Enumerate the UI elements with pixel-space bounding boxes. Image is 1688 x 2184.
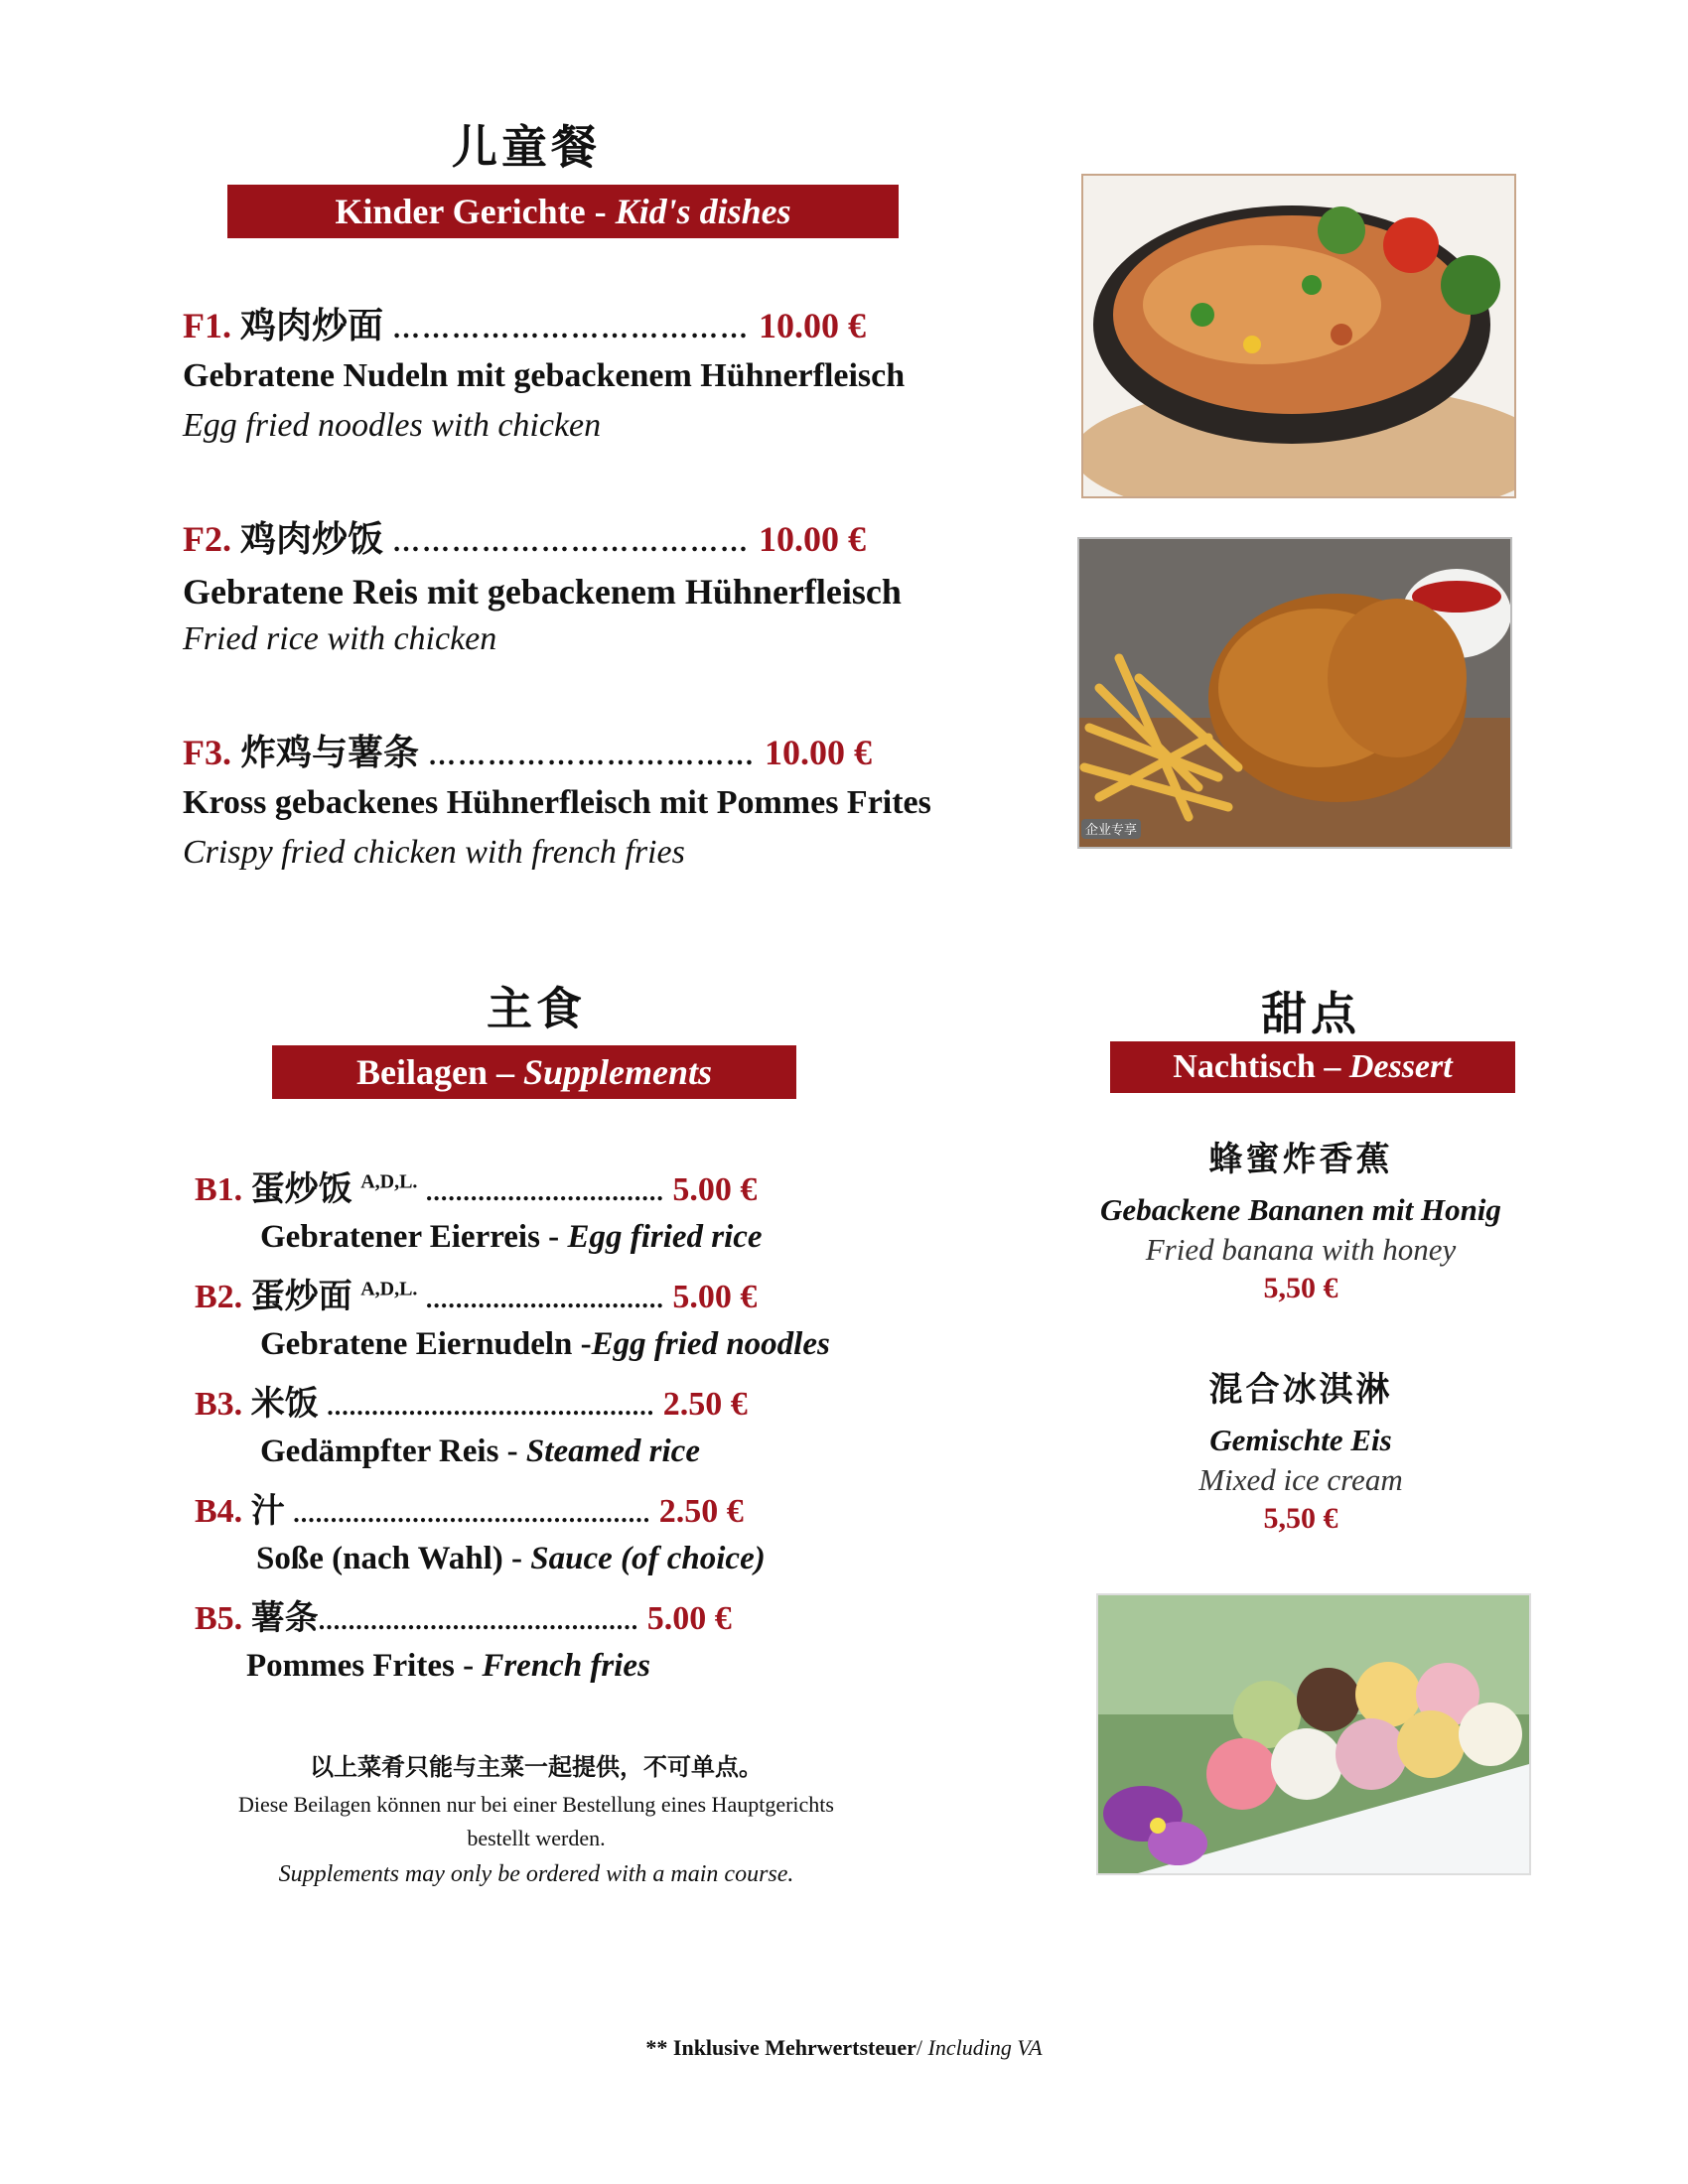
footer-en: Including VA (927, 2035, 1043, 2060)
photo-watermark: 企业专享 (1085, 823, 1138, 838)
item-price: 5.00 € (672, 1171, 758, 1208)
item-code: B5. (195, 1600, 243, 1637)
dessert-banner-en: Dessert (1348, 1048, 1453, 1085)
dessert-name-en: Fried banana with honey (1145, 1232, 1457, 1267)
supplement-item-b4 (195, 1483, 744, 1532)
item-code: F2. (183, 519, 231, 559)
supplements-heading-cn: 主食 (487, 982, 586, 1035)
kids-banner-de: Kinder Gerichte - (335, 192, 616, 231)
item-code: B3. (195, 1386, 243, 1423)
item-dots: ……………………………… (392, 314, 751, 344)
item-code: B4. (195, 1493, 243, 1530)
item-name-cn: 汁 (250, 1491, 285, 1531)
fried-rice-photo (1081, 174, 1516, 498)
kids-item-f2-de: Gebratene Reis mit gebackenem Hühnerfleisch (183, 572, 902, 612)
supplement-item-b3-desc (260, 1433, 700, 1470)
supplements-banner-en: Supplements (522, 1052, 713, 1092)
allergen-codes: A,D,L. (360, 1170, 418, 1193)
item-desc-en: Steamed rice (525, 1433, 700, 1469)
item-desc-de: Soße (nach Wahl) - (256, 1541, 531, 1576)
item-name-cn: 炸鸡与薯条 (240, 733, 420, 773)
kids-item-f2-en: Fried rice with chicken (183, 620, 497, 657)
allergen-codes: A,D,L. (360, 1278, 418, 1300)
note-de-line1: Diese Beilagen können nur bei einer Bestellung eines Hauptgerichts (238, 1792, 834, 1817)
item-desc-de: Gedämpfter Reis - (260, 1433, 526, 1469)
kids-banner (227, 185, 899, 238)
dessert-price: 5,50 € (1263, 1502, 1338, 1535)
kids-item-f3-de: Kross gebackenes Hühnerfleisch mit Pommes Frites (183, 784, 931, 821)
supplement-item-b1 (195, 1161, 757, 1210)
item-price: 10.00 € (759, 306, 867, 345)
item-dots: ................................ (425, 1285, 664, 1313)
supplement-item-b2 (195, 1269, 757, 1317)
item-desc-en: Egg fried noodles (591, 1326, 830, 1362)
item-name-cn: 鸡肉炒饭 (240, 519, 384, 560)
kids-item-f1-de: Gebratene Nudeln mit gebackenem Hühnerfleisch (183, 357, 906, 394)
item-dots: ........................................... (318, 1606, 639, 1635)
footer-sep: / (915, 2035, 928, 2060)
kids-banner-en: Kid's dishes (615, 192, 791, 231)
dessert-item-ice-cream (1072, 1362, 1529, 1536)
item-price: 10.00 € (765, 733, 873, 772)
dessert-name-cn: 混合冰淇淋 (1208, 1370, 1393, 1410)
kids-item-f1 (183, 298, 866, 348)
note-en: Supplements may only be ordered with a main course. (278, 1861, 794, 1887)
item-name-cn: 薯条 (250, 1598, 319, 1638)
item-price: 2.50 € (658, 1493, 744, 1530)
item-name-cn: 蛋炒饭 (250, 1169, 352, 1209)
item-name-cn: 蛋炒面 (250, 1277, 352, 1316)
fried-chicken-photo (1077, 537, 1512, 849)
kids-heading-cn: 儿童餐 (452, 120, 601, 174)
dessert-price: 5,50 € (1263, 1272, 1338, 1304)
item-price: 10.00 € (759, 519, 867, 559)
item-desc-de: Gebratene Eiernudeln - (260, 1326, 592, 1362)
supplement-item-b5 (195, 1590, 732, 1639)
item-desc-de: Gebratener Eierreis - (260, 1219, 568, 1255)
dessert-item-banana (1072, 1132, 1529, 1305)
footer-vat-note (0, 2035, 1688, 2061)
item-code: B2. (195, 1279, 243, 1315)
dessert-name-en: Mixed ice cream (1198, 1462, 1403, 1497)
item-name-cn: 米饭 (250, 1384, 319, 1424)
note-cn: 以上菜肴只能与主菜一起提供，不可单点。 (310, 1752, 763, 1781)
dessert-name-de: Gebackene Bananen mit Honig (1100, 1192, 1501, 1227)
item-name-cn: 鸡肉炒面 (240, 306, 384, 346)
item-desc-de: Pommes Frites - (246, 1648, 483, 1684)
supplement-item-b2-desc (260, 1326, 830, 1363)
supplements-banner-de: Beilagen – (355, 1052, 523, 1092)
item-code: F1. (183, 306, 231, 345)
item-dots: ……………………………… (392, 527, 751, 558)
item-desc-en: Sauce (of choice) (530, 1541, 766, 1576)
supplement-item-b4-desc (256, 1541, 766, 1577)
dessert-name-cn: 蜂蜜炸香蕉 (1208, 1140, 1393, 1179)
kids-item-f2 (183, 511, 866, 562)
item-price: 2.50 € (662, 1386, 748, 1423)
supplement-item-b5-desc (246, 1648, 650, 1685)
dessert-banner (1110, 1041, 1515, 1093)
item-desc-en: Egg firied rice (567, 1219, 763, 1255)
item-code: B1. (195, 1171, 243, 1208)
dessert-banner-de: Nachtisch – (1173, 1048, 1349, 1085)
supplements-banner (272, 1045, 796, 1099)
note-de-line2: bestellt werden. (467, 1826, 606, 1850)
item-code: F3. (183, 733, 231, 772)
footer-de: ** Inklusive Mehrwertsteuer (645, 2035, 916, 2060)
kids-item-f1-en: Egg fried noodles with chicken (183, 407, 602, 444)
item-dots: ............................................ (327, 1392, 655, 1421)
item-price: 5.00 € (672, 1279, 758, 1315)
kids-item-f3 (183, 725, 872, 775)
supplement-item-b1-desc (260, 1219, 763, 1256)
dessert-name-de: Gemischte Eis (1209, 1423, 1392, 1457)
item-dots: ................................................ (293, 1499, 651, 1528)
kids-item-f3-en: Crispy fried chicken with french fries (183, 834, 685, 871)
supplement-item-b3 (195, 1376, 748, 1425)
supplements-note (179, 1747, 894, 1888)
item-price: 5.00 € (646, 1600, 732, 1637)
item-dots: ................................ (425, 1177, 664, 1206)
item-desc-en: French fries (482, 1648, 650, 1684)
ice-cream-photo (1096, 1593, 1531, 1875)
dessert-heading-cn: 甜点 (1261, 987, 1360, 1040)
item-dots: …………………………… (428, 741, 757, 771)
